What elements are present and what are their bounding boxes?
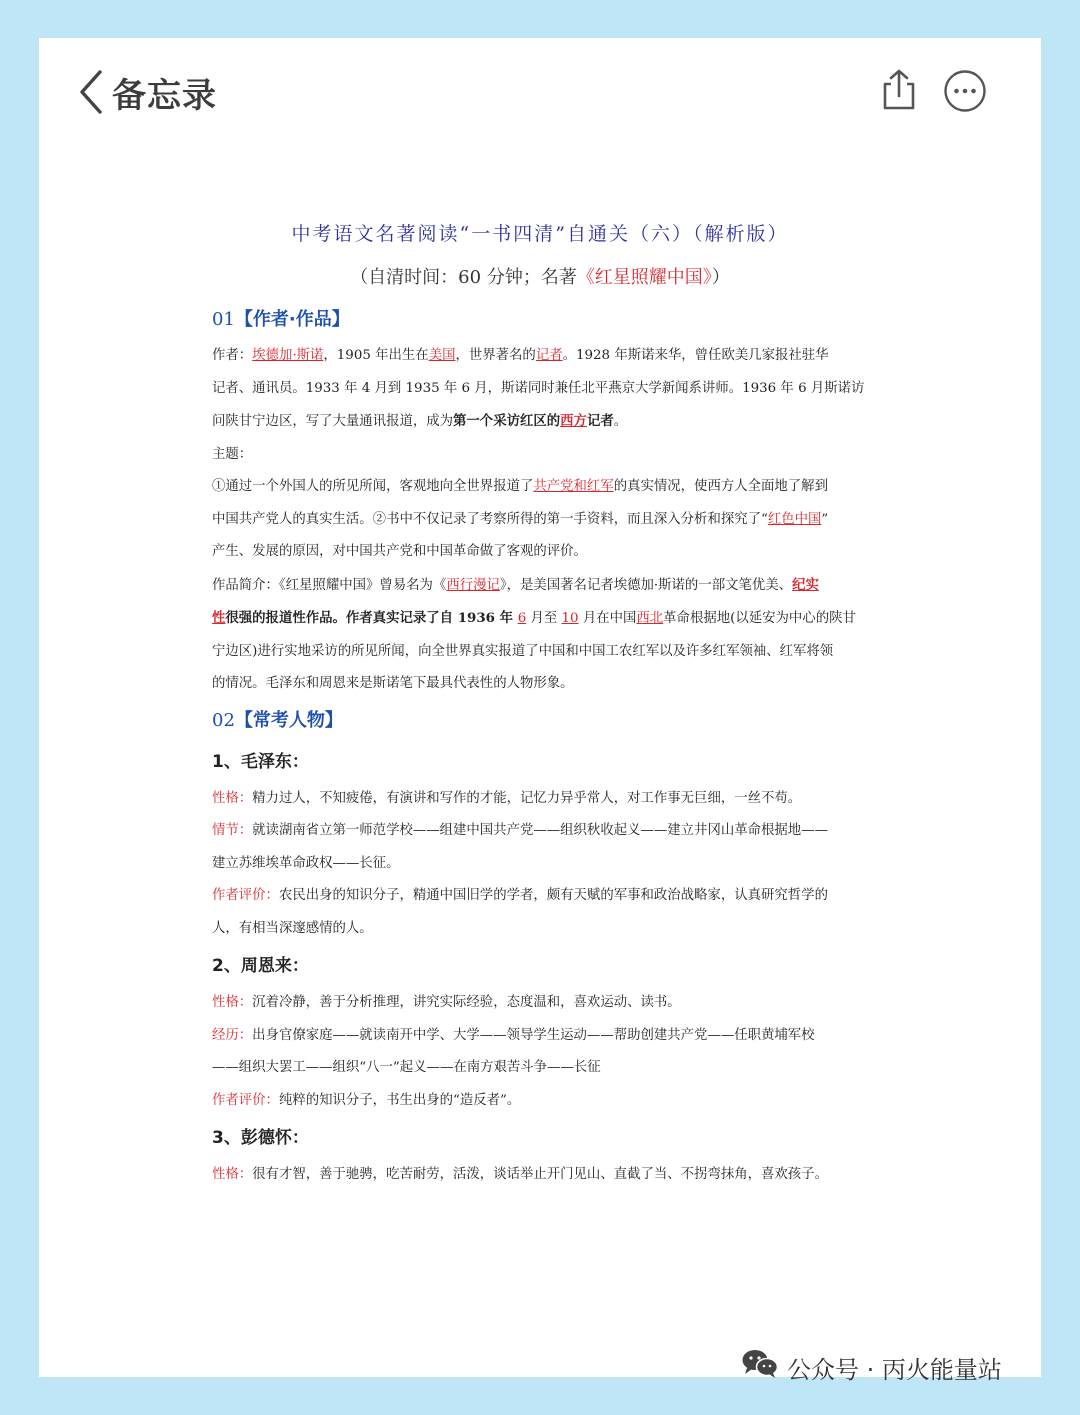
mao-personality: 性格：精力过人，不知疲倦，有演讲和写作的才能，记忆力异乎常人，对工作事无巨细，一丝不苟。 [212, 790, 802, 806]
mao-plot-2: 建立苏维埃革命政权——长征。 [212, 855, 400, 871]
theme-line-1: ①通过一个外国人的所见所闻，客观地向全世界报道了共产党和红军的真实情况，使西方人全面地了解到 [212, 479, 828, 494]
doc-title: 中考语文名著阅读“一书四清”自通关（六）（解析版） [291, 223, 789, 245]
wechat-icon [741, 1348, 787, 1386]
intro-line-4: 的情况。毛泽东和周恩来是斯诺笔下最具代表性的人物形象。 [212, 676, 574, 691]
peng-personality: 性格：很有才智，善于驰骋，吃苦耐劳，活泼，谈话举止开门见山、直截了当、不拐弯抹角，喜欢孩子。 [212, 1167, 828, 1182]
mao-evaluation-1: 作者评价：农民出身的知识分子，精通中国旧学的学者，颇有天赋的军事和政治战略家，认真研究哲学的 [212, 888, 828, 903]
note-content [212, 212, 868, 1192]
chevron-left-icon [78, 69, 104, 115]
section-heading-characters: 02【常考人物】 [212, 709, 343, 731]
share-button[interactable] [879, 68, 919, 112]
watermark-text: 公众号 · 丙火能量站 [787, 1355, 1002, 1384]
zhou-experience-1: 经历：出身官僚家庭——就读南开中学、大学——领导学生运动——帮助创建共产党——任职黄埔军校 [212, 1027, 815, 1043]
intro-line-3: 宁边区)进行实地采访的所见所闻，向全世界真实报道了中国和中国工农红军以及许多红军领袖、红军将领 [212, 643, 834, 659]
mao-plot-1: 情节：就读湖南省立第一师范学校——组建中国共产党——组织秋收起义——建立井冈山革命根据地—— [212, 823, 828, 838]
author-line-2: 记者、通讯员。1933 年 4 月到 1935 年 6 月，斯诺同时兼任北平燕京大学新闻系讲师。1936 年 6 月斯诺访 [212, 380, 865, 396]
zhou-experience-2: ——组织大罢工——组织“八一”起义——在南方艰苦斗争——长征 [212, 1060, 601, 1075]
wechat-watermark [741, 1348, 1002, 1386]
theme-line-3: 产生、发展的原因，对中国共产党和中国革命做了客观的评价。 [212, 544, 587, 559]
author-line-1: 作者：埃德加·斯诺，1905 年出生在美国，世界著名的记者。1928 年斯诺来华，曾任欧美几家报社驻华 [212, 348, 829, 363]
more-button[interactable] [943, 69, 987, 113]
share-icon [879, 97, 919, 116]
character-heading-mao: 1、毛泽东： [212, 751, 309, 772]
back-button[interactable] [78, 66, 217, 118]
app-title: 备忘录 [112, 75, 217, 116]
theme-line-2: 中国共产党人的真实生活。②书中不仅记录了考察所得的第一手资料，而且深入分析和探究了“红色中国” [212, 511, 829, 527]
more-icon [943, 98, 987, 117]
character-heading-peng: 3、彭德怀： [212, 1128, 309, 1148]
character-heading-zhou: 2、周恩来： [212, 956, 309, 976]
mao-evaluation-2: 人，有相当深邃感情的人。 [212, 920, 373, 936]
zhou-personality: 性格：沉着冷静，善于分析推理，讲究实际经验，态度温和，喜欢运动、读书。 [212, 995, 681, 1010]
intro-line-1: 作品简介：《红星照耀中国》曾易名为《西行漫记》，是美国著名记者埃德加·斯诺的一部文笔优美、纪实 [212, 576, 819, 593]
intro-line-2: 性很强的报道性作品。作者真实记录了自 1936 年 6 月至 10 月在中国西北革命根据地(以延安为中心的陕甘 [212, 610, 856, 626]
section-heading-author-work: 01【作者·作品】 [212, 309, 350, 330]
zhou-evaluation: 作者评价：纯粹的知识分子，书生出身的“造反者”。 [212, 1092, 521, 1108]
theme-label: 主题： [212, 446, 253, 462]
doc-subtitle: （自清时间：60 分钟；名著《红星照耀中国》） [350, 267, 730, 288]
author-line-3: 问陕甘宁边区，写了大量通讯报道，成为第一个采访红区的西方记者。 [212, 413, 628, 429]
